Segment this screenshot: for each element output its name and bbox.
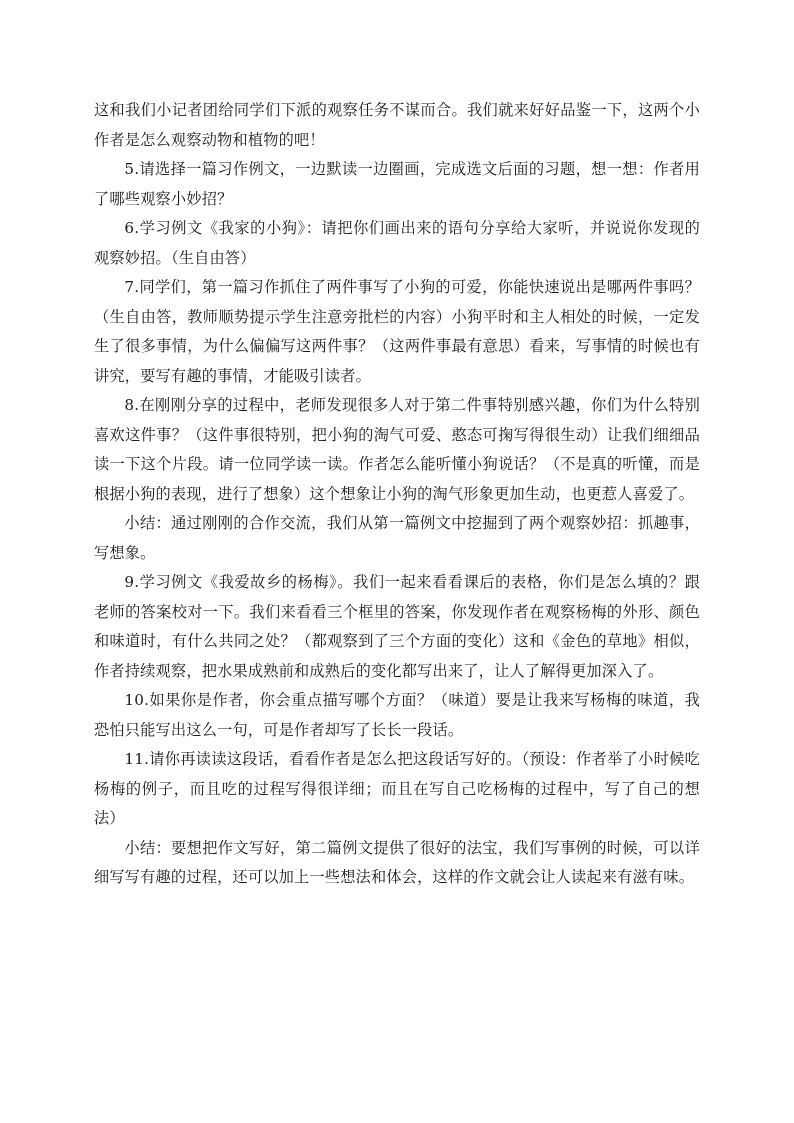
paragraph-step-5: 5.请选择一篇习作例文，一边默读一边圈画，完成选文后面的习题，想一想：作者用了哪些观察小妙招？ bbox=[94, 160, 700, 208]
paragraph-summary-2: 小结：要想把作文写好，第二篇例文提供了很好的法宝，我们写事例的时候，可以详细写写有趣的过程，还可以加上一些想法和体会，这样的作文就会让人读起来有滋有味。 bbox=[94, 838, 700, 886]
paragraph-step-11: 11.请你再读读这段话，看看作者是怎么把这段话写好的。（预设：作者举了小时候吃杨梅的例子，而且吃的过程写得很详细；而且在写自己吃杨梅的过程中，写了自己的想法） bbox=[94, 750, 700, 827]
paragraph-step-8: 8.在刚刚分享的过程中，老师发现很多人对于第二件事特别感兴趣，你们为什么特别喜欢这件事？（这件事很特别，把小狗的淘气可爱、憨态可掬写得很生动）让我们细细品读一下这个片段。请一位同学读一读。作者怎么能听懂小狗说话？（不是真的听懂，而是根据小狗的表现，进行了想象）这个想象让小狗的淘气形象更加生动，也更惹人喜爱了。 bbox=[94, 396, 700, 503]
paragraph-summary-1: 小结：通过刚刚的合作交流，我们从第一篇例文中挖掘到了两个观察妙招：抓趣事，写想象。 bbox=[94, 514, 700, 562]
document-body bbox=[94, 96, 700, 893]
paragraph-step-9: 9.学习例文《我爱故乡的杨梅》。我们一起来看看课后的表格，你们是怎么填的？跟老师的答案校对一下。我们来看看三个框里的答案，你发现作者在观察杨梅的外形、颜色和味道时，有什么共同之处？（都观察到了三个方面的变化）这和《金色的草地》相似，作者持续观察，把水果成熟前和成熟后的变化都写出来了，让人了解得更加深入了。 bbox=[94, 573, 700, 680]
paragraph-step-7: 7.同学们，第一篇习作抓住了两件事写了小狗的可爱，你能快速说出是哪两件事吗？（生自由答，教师顺势提示学生注意旁批栏的内容）小狗平时和主人相处的时候，一定发生了很多事情，为什么偏偏写这两件事？（这两件事最有意思）看来，写事情的时候也有讲究，要写有趣的事情，才能吸引读者。 bbox=[94, 278, 700, 385]
paragraph-step-6: 6.学习例文《我家的小狗》：请把你们画出来的语句分享给大家听，并说说你发现的观察妙招。（生自由答） bbox=[94, 219, 700, 267]
paragraph-step-10: 10.如果你是作者，你会重点描写哪个方面？（味道）要是让我来写杨梅的味道，我恐怕只能写出这么一句，可是作者却写了长长一段话。 bbox=[94, 691, 700, 739]
paragraph-intro: 这和我们小记者团给同学们下派的观察任务不谋而合。我们就来好好品鉴一下，这两个小作者是怎么观察动物和植物的吧！ bbox=[94, 101, 700, 149]
